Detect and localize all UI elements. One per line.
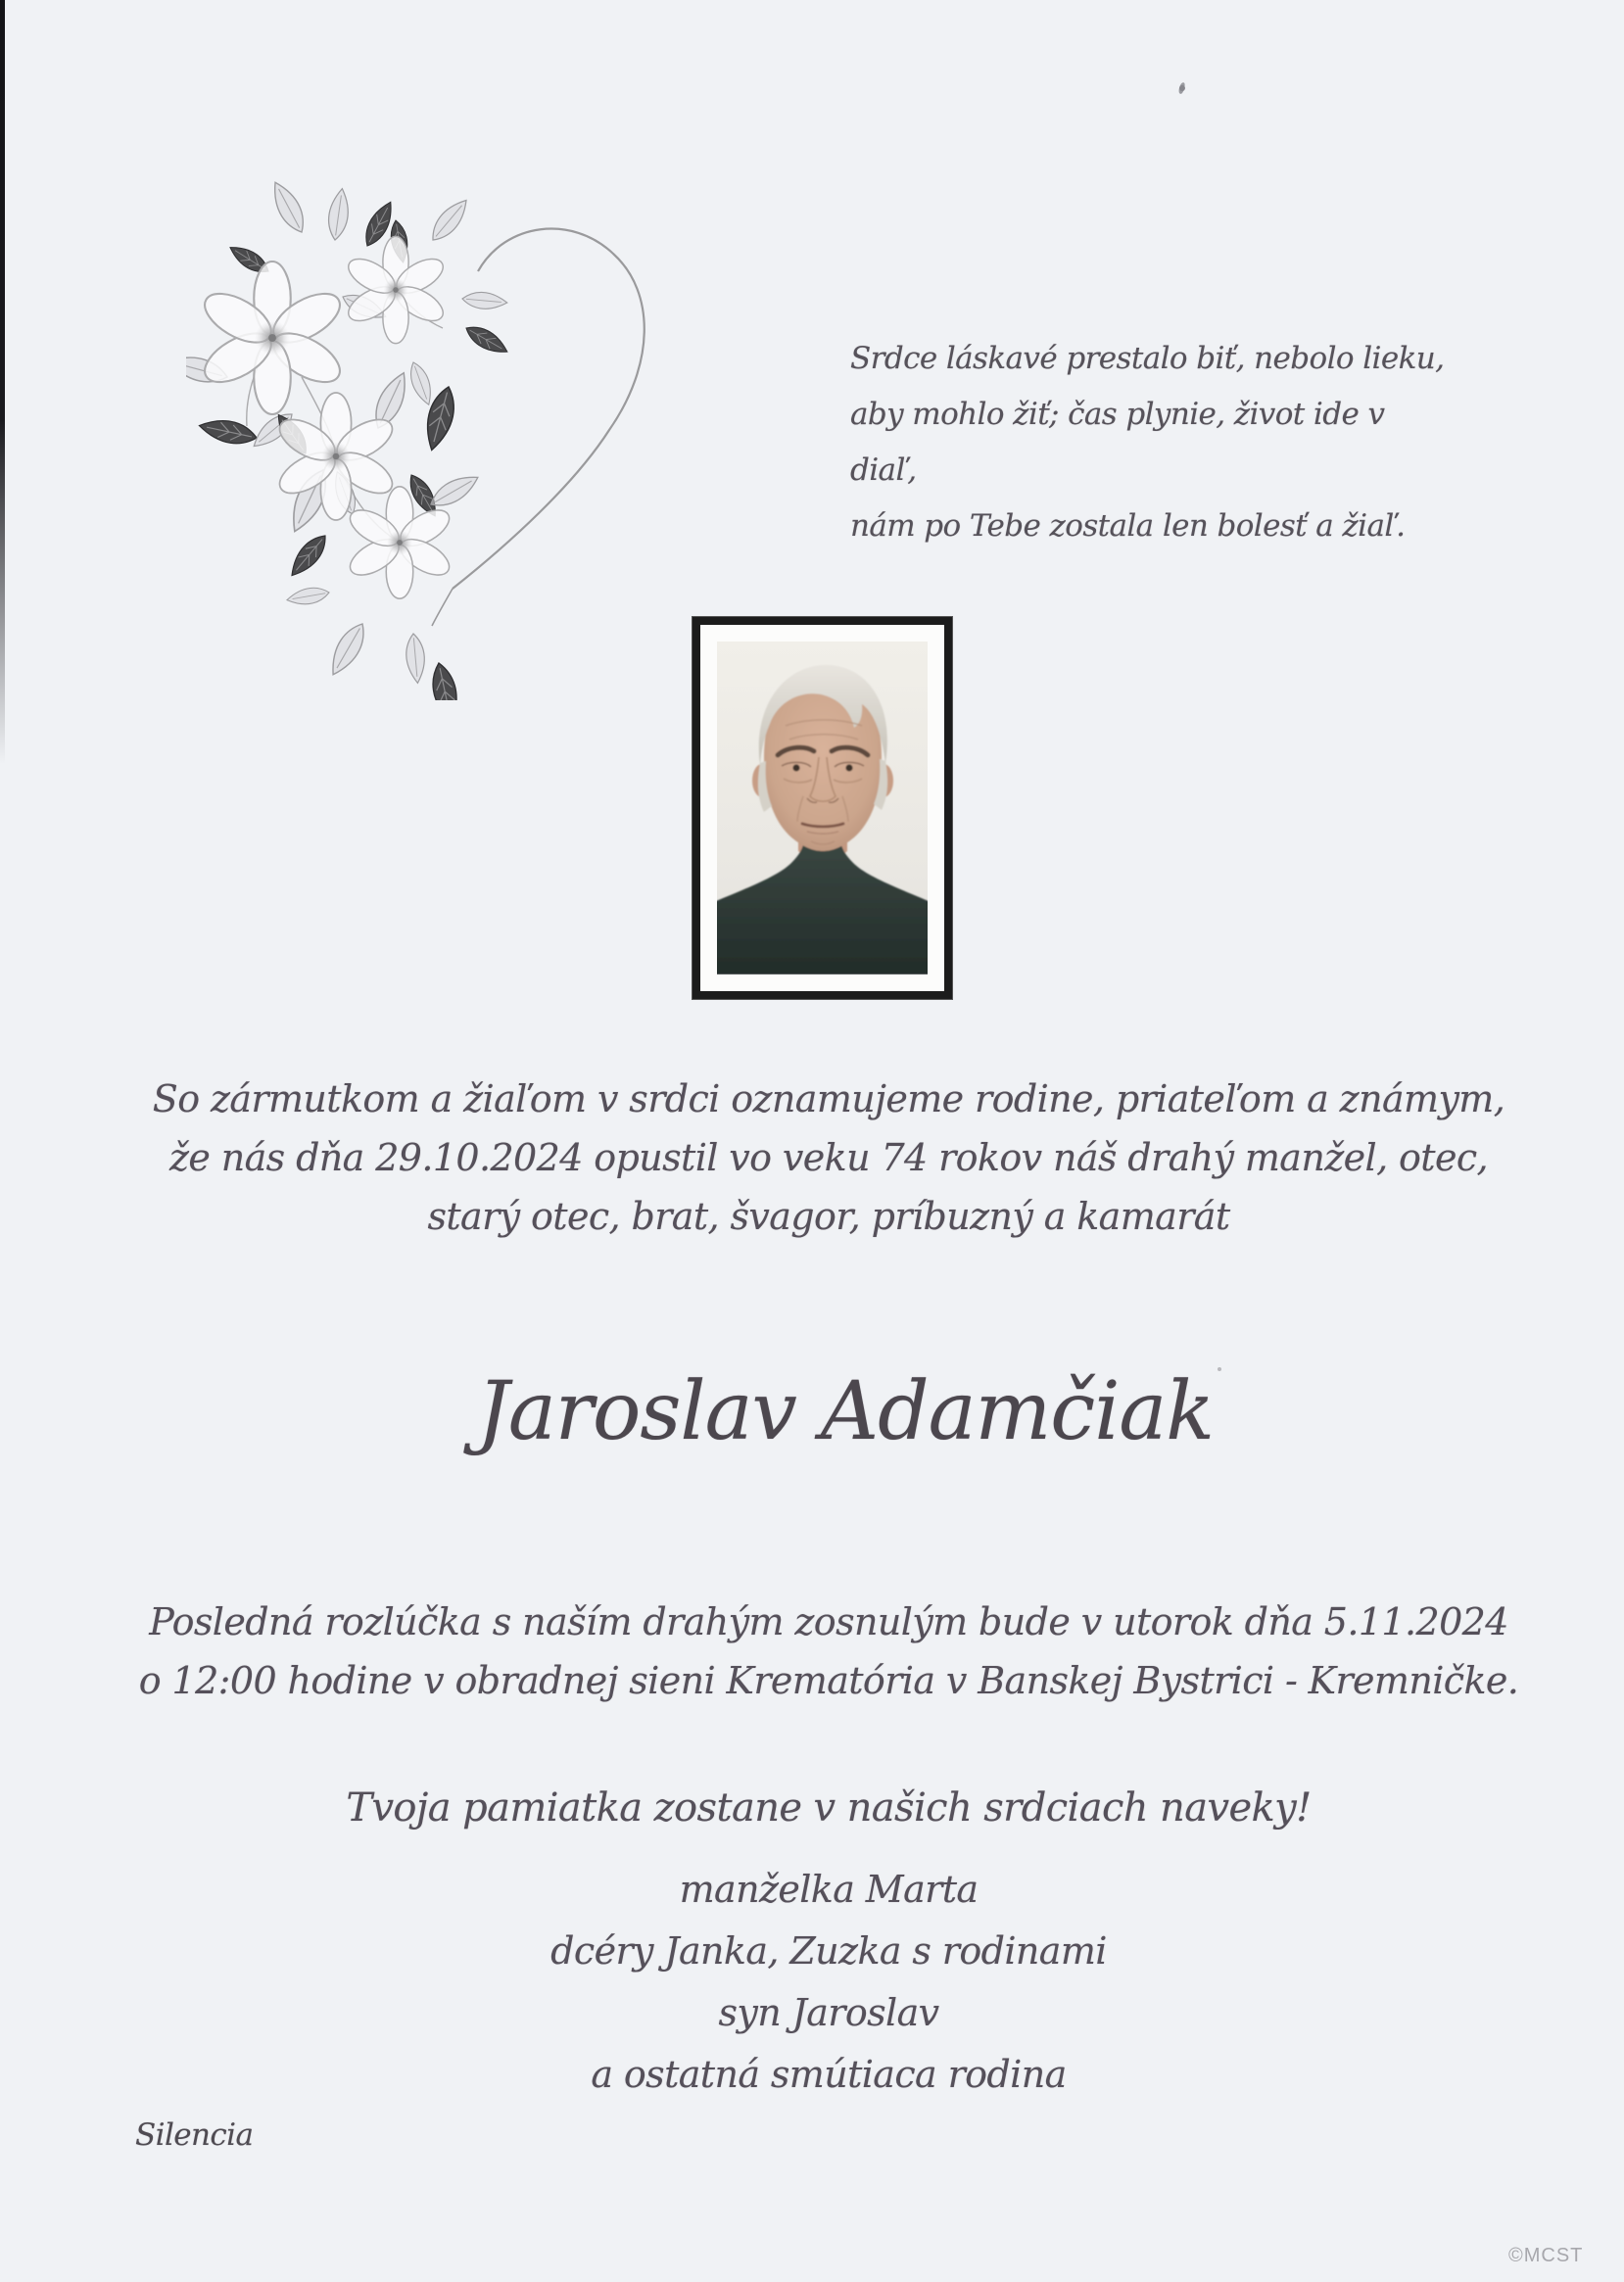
portrait-photo — [717, 642, 928, 975]
floral-heart-decoration-icon — [186, 181, 656, 700]
copyright-mark: ©MCST — [1508, 2245, 1584, 2266]
funeral-details — [17, 1593, 1624, 1710]
announcement-text — [17, 1070, 1624, 1246]
funeral-line: Posledná rozlúčka s naším drahým zosnulým bude v utorok dňa 5.11.2024 — [149, 1600, 1508, 1643]
mourner-line: syn Jaroslav — [718, 1991, 939, 2034]
deceased-name: Jaroslav Adamčiak — [477, 1365, 1214, 1458]
announcement-line: So zármutkom a žiaľom v srdci oznamujeme rodine, priateľom a známym, — [152, 1077, 1505, 1120]
mourner-line: manželka Marta — [679, 1868, 979, 1911]
portrait-photo-frame — [693, 617, 952, 999]
scan-edge-artifact — [0, 0, 5, 764]
brand-signature: Silencia — [135, 2117, 254, 2153]
funeral-line: o 12:00 hodine v obradnej sieni Krematória v Banskej Bystrici - Kremničke. — [138, 1659, 1519, 1702]
memorial-poem — [850, 331, 1457, 554]
dust-speck — [0, 0, 4, 4]
poem-line: nám po Tebe zostala len bolesť a žiaľ. — [850, 508, 1406, 544]
announcement-line: starý otec, brat, švagor, príbuzný a kamarát — [427, 1195, 1230, 1238]
dust-speck — [1178, 82, 1186, 95]
poem-line: Srdce láskavé prestalo biť, nebolo lieku, — [850, 341, 1445, 376]
mourners-list — [17, 1859, 1624, 2106]
remembrance-line: Tvoja pamiatka zostane v našich srdciach naveky! — [346, 1785, 1312, 1830]
mourner-line: dcéry Janka, Zuzka s rodinami — [550, 1929, 1107, 1973]
poem-line: aby mohlo žiť; čas plynie, život ide v diaľ, — [850, 397, 1385, 488]
mourner-line: a ostatná smútiaca rodina — [591, 2053, 1067, 2096]
announcement-line: že nás dňa 29.10.2024 opustil vo veku 74 rokov náš drahý manžel, otec, — [168, 1136, 1489, 1179]
